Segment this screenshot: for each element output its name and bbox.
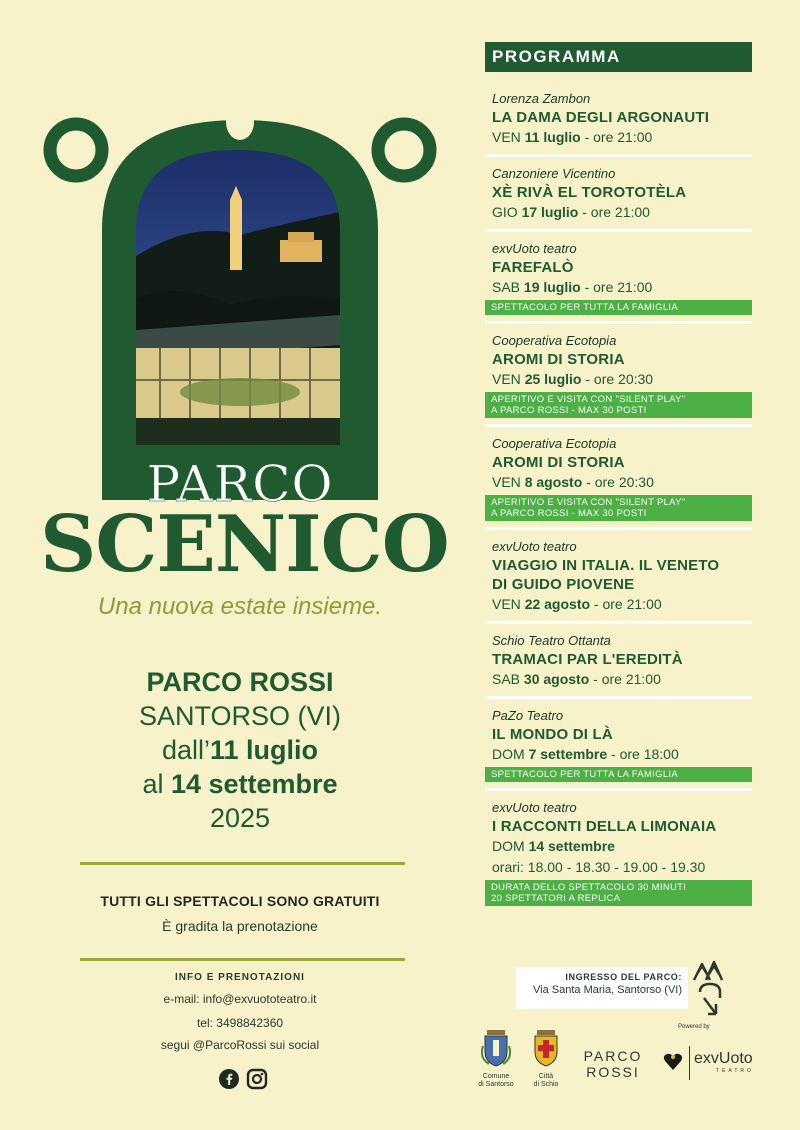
event-note-badge	[485, 495, 752, 521]
event-time: - ore 18:00	[607, 746, 679, 762]
event-day: DOM	[492, 746, 529, 762]
event-item	[485, 157, 752, 223]
event-note-line: 20 SPETTATORI A REPLICA	[491, 893, 621, 904]
tagline: Una nuova estate insieme.	[97, 593, 383, 620]
event-note-line: A PARCO ROSSI - MAX 30 POSTI	[491, 405, 647, 416]
logo-parco-rossi-line1: PARCO	[583, 1048, 643, 1064]
tel-number[interactable]: 3498842360	[216, 1016, 284, 1030]
event-note-badge	[485, 300, 752, 315]
powered-by-label: Powered by	[678, 1024, 710, 1030]
event-item	[485, 791, 752, 906]
event-item	[485, 427, 752, 521]
event-time: - ore 21:00	[580, 129, 653, 145]
schio-crest-icon	[532, 1028, 560, 1068]
santorso-crest-icon	[481, 1028, 511, 1068]
event-item	[485, 699, 752, 782]
event-day: VEN	[492, 474, 525, 490]
event-title: VIAGGIO IN ITALIA. IL VENETO	[492, 557, 720, 574]
event-item	[485, 624, 752, 690]
event-company: Schio Teatro Ottanta	[492, 633, 611, 648]
event-date	[492, 669, 752, 690]
tel-label: tel:	[196, 1016, 217, 1030]
event-day: VEN	[492, 129, 525, 145]
event-title: I RACCONTI DELLA LIMONAIA	[492, 818, 717, 835]
logo-parco-rossi-line2: ROSSI	[586, 1064, 640, 1080]
santorso-caption-1: Comune	[482, 1073, 510, 1080]
facebook-icon[interactable]	[218, 1068, 240, 1090]
event-day: GIO	[492, 204, 522, 220]
date-to	[40, 767, 440, 801]
event-date-value: 30 agosto	[523, 671, 590, 687]
info-tel-line	[40, 1016, 440, 1030]
info-email-line	[40, 992, 440, 1006]
event-title: AROMI DI STORIA	[492, 454, 625, 471]
event-date-value: 19 luglio	[523, 279, 581, 295]
event-title: TRAMACI PAR L'EREDITÀ	[492, 651, 683, 668]
event-day: SAB	[492, 671, 524, 687]
logo-exvuoto-subtitle: TEATRO	[716, 1068, 754, 1074]
event-note-line: APERITIVO E VISITA CON "SILENT PLAY"	[491, 394, 686, 405]
date-from-prefix: dall’	[161, 735, 210, 765]
logo-exvuoto-text: exvUoto	[694, 1050, 753, 1067]
date-from	[40, 733, 440, 767]
event-item	[485, 82, 752, 148]
event-time: - ore 20:30	[581, 371, 654, 387]
event-date	[492, 594, 752, 615]
event-company: exvUoto teatro	[492, 539, 577, 554]
event-note-line: A PARCO ROSSI - MAX 30 POSTI	[491, 508, 647, 519]
booking-note: È gradita la prenotazione	[162, 918, 318, 934]
info-title: INFO E PRENOTAZIONI	[175, 972, 305, 983]
event-title-line2: DI GUIDO PIOVENE	[492, 576, 635, 593]
event-date	[492, 369, 752, 390]
event-date	[492, 202, 752, 223]
event-time: - ore 21:00	[578, 204, 650, 220]
social-icons	[218, 1068, 268, 1090]
event-note-line: APERITIVO E VISITA CON "SILENT PLAY"	[491, 497, 686, 508]
events-list	[485, 82, 752, 906]
event-date	[492, 836, 752, 857]
event-date-value: 17 luglio	[521, 204, 579, 220]
event-day: SAB	[492, 279, 524, 295]
event-title: LA DAMA DEGLI ARGONAUTI	[492, 109, 710, 126]
venue-name: PARCO ROSSI	[146, 667, 334, 697]
event-title: XÈ RIVÀ EL TOROTOTÈLA	[492, 184, 687, 201]
entrance-box	[516, 967, 688, 1009]
event-company: Cooperativa Ecotopia	[492, 333, 617, 348]
event-time: - ore 21:00	[580, 279, 653, 295]
event-note-line: SPETTACOLO PER TUTTA LA FAMIGLIA	[491, 302, 678, 313]
date-to-prefix: al	[142, 769, 171, 799]
event-company: Lorenza Zambon	[492, 91, 591, 106]
logo-citta-schio	[526, 1028, 566, 1089]
title-parco: PARCO	[146, 455, 334, 513]
email-link[interactable]: info@exvuototeatro.it	[202, 992, 317, 1006]
event-note-line: DURATA DELLO SPETTACOLO 30 MINUTI	[491, 882, 687, 893]
event-title: FAREFALÒ	[492, 259, 574, 276]
entrance-label: INGRESSO DEL PARCO:	[565, 972, 682, 982]
free-shows-text: TUTTI GLI SPETTACOLI SONO GRATUITI	[100, 893, 380, 909]
divider	[80, 862, 405, 865]
schio-caption-2: di Schio	[533, 1081, 559, 1088]
event-time: - ore 21:00	[590, 596, 662, 612]
event-company: Cooperativa Ecotopia	[492, 436, 617, 451]
event-company: PaZo Teatro	[492, 708, 564, 723]
heart-icon	[663, 1052, 683, 1072]
venue-block	[40, 665, 440, 835]
info-social-line: segui @ParcoRossi sui social	[160, 1038, 320, 1052]
entrance-address: Via Santa Maria, Santorso (VI)	[533, 984, 682, 996]
event-day: DOM	[492, 838, 529, 854]
event-date-value: 25 luglio	[524, 371, 582, 387]
logo-exvuoto-teatro	[694, 1050, 754, 1074]
logo-comune-santorso	[475, 1028, 517, 1089]
event-item	[485, 232, 752, 315]
event-date-value: 14 settembre	[528, 838, 615, 854]
event-date	[492, 744, 752, 765]
hero-photo	[130, 140, 350, 463]
right-ring-ornament	[378, 124, 430, 176]
event-day: VEN	[492, 596, 525, 612]
event-company: exvUoto teatro	[492, 800, 577, 815]
event-note-line: SPETTACOLO PER TUTTA LA FAMIGLIA	[491, 769, 678, 780]
event-date	[492, 127, 752, 148]
date-to-value: 14 settembre	[170, 769, 338, 799]
event-title: IL MONDO DI LÀ	[492, 726, 613, 743]
event-date-value: 22 agosto	[524, 596, 591, 612]
event-company: exvUoto teatro	[492, 241, 577, 256]
date-year: 2025	[209, 803, 271, 833]
trees-arrow-icon	[690, 958, 730, 1022]
left-ring-ornament	[50, 124, 102, 176]
event-time: - ore 20:30	[582, 474, 654, 490]
arch-notch	[226, 104, 254, 140]
event-title: AROMI DI STORIA	[492, 351, 625, 368]
event-date	[492, 277, 752, 298]
event-day: VEN	[492, 371, 525, 387]
divider	[80, 958, 405, 961]
event-date-value: 7 settembre	[528, 746, 608, 762]
instagram-icon[interactable]	[246, 1068, 268, 1090]
event-note-badge	[485, 880, 752, 906]
venue-town: SANTORSO (VI)	[138, 701, 342, 731]
event-date-value: 8 agosto	[524, 474, 583, 490]
event-time: - ore 21:00	[589, 671, 661, 687]
event-item	[485, 324, 752, 418]
email-label: e-mail:	[163, 992, 203, 1006]
event-note-badge	[485, 767, 752, 782]
logo-divider	[689, 1046, 690, 1080]
event-note-badge	[485, 392, 752, 418]
event-date	[492, 472, 752, 493]
event-item	[485, 530, 752, 615]
title-scenico: SCENICO	[40, 499, 449, 590]
event-times: orari: 18.00 - 18.30 - 19.00 - 19.30	[492, 859, 706, 875]
event-company: Canzoniere Vicentino	[492, 166, 616, 181]
logo-parco-rossi	[578, 1048, 648, 1080]
date-from-value: 11 luglio	[210, 735, 319, 765]
schio-caption-1: Città	[538, 1073, 554, 1080]
programma-header: PROGRAMMA	[485, 42, 752, 72]
santorso-caption-2: di Santorso	[478, 1081, 514, 1088]
event-date-value: 11 luglio	[524, 129, 581, 145]
